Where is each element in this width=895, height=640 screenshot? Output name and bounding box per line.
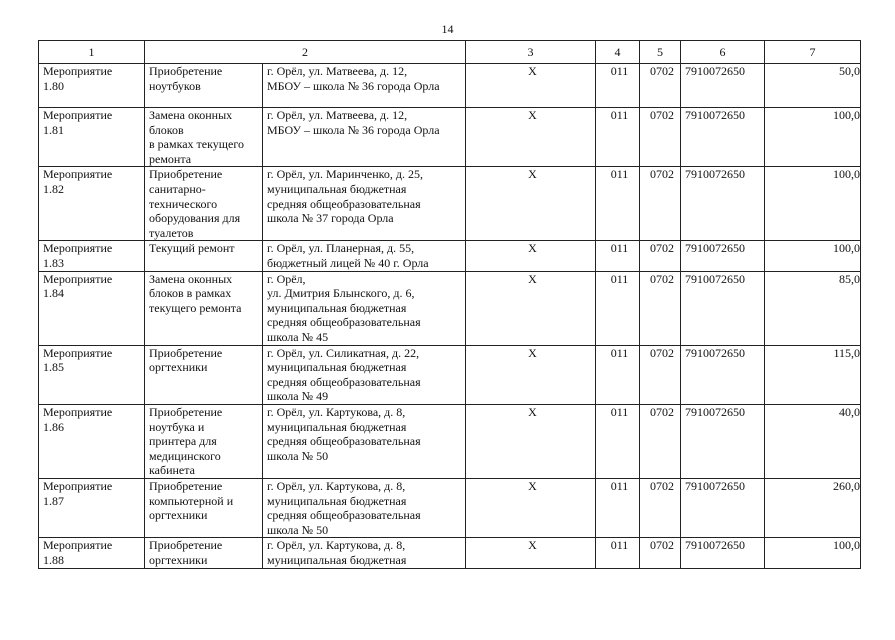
column-4-value: 011 xyxy=(596,271,640,345)
table-row xyxy=(39,241,861,271)
column-header-7: 7 xyxy=(765,41,861,64)
measure-name-line: медицинского xyxy=(149,448,221,463)
measure-name xyxy=(145,478,263,537)
table-row xyxy=(39,538,861,568)
measure-id-line: Мероприятие xyxy=(43,241,113,256)
measure-address-line: средняя общеобразовательная xyxy=(267,374,421,389)
measure-id-line: Мероприятие xyxy=(43,271,113,286)
measure-address-line: МБОУ – школа № 36 города Орла xyxy=(267,122,440,137)
measure-address-line: муниципальная бюджетная xyxy=(267,300,407,315)
measure-address-line: бюджетный лицей № 40 г. Орла xyxy=(267,255,429,270)
column-3-value: X xyxy=(466,538,596,568)
column-4-value: 011 xyxy=(596,345,640,404)
measure-id-line: Мероприятие xyxy=(43,167,113,182)
measure-address-line: средняя общеобразовательная xyxy=(267,315,421,330)
column-6-value: 7910072650 xyxy=(681,64,765,108)
measure-id-line: Мероприятие xyxy=(43,345,113,360)
measure-name-line: технического xyxy=(149,196,218,211)
column-4-value: 011 xyxy=(596,64,640,108)
column-6-value: 7910072650 xyxy=(681,404,765,478)
measure-address-line: г. Орёл, ул. Картукова, д. 8, xyxy=(267,404,406,419)
measure-name-line: Приобретение xyxy=(149,404,223,419)
measure-id xyxy=(39,167,145,241)
column-3-value: X xyxy=(466,404,596,478)
measure-name-line: Замена оконных xyxy=(149,108,233,122)
measure-address xyxy=(263,167,466,241)
measure-name-line: оргтехники xyxy=(149,360,208,375)
column-header-5: 5 xyxy=(640,41,681,64)
column-5-value: 0702 xyxy=(640,478,681,537)
measure-address-line: муниципальная бюджетная xyxy=(267,360,407,375)
measure-id-line: 1.88 xyxy=(43,552,64,567)
measure-id xyxy=(39,271,145,345)
measure-name-line: Приобретение xyxy=(149,478,223,493)
measure-id-line: 1.80 xyxy=(43,78,64,93)
measure-name-line: компьютерной и xyxy=(149,493,234,508)
column-6-value: 7910072650 xyxy=(681,241,765,271)
amount-value: 40,0 xyxy=(765,404,861,478)
measure-address-line: г. Орёл, ул. Картукова, д. 8, xyxy=(267,538,406,553)
measure-name-line: принтера для xyxy=(149,434,217,449)
column-5-value: 0702 xyxy=(640,271,681,345)
measure-name-line: оборудования для xyxy=(149,211,241,226)
measure-name xyxy=(145,538,263,568)
measure-name-line: Замена оконных xyxy=(149,271,233,286)
measure-address xyxy=(263,64,466,108)
measure-address xyxy=(263,538,466,568)
column-3-value: X xyxy=(466,345,596,404)
amount-value: 100,0 xyxy=(765,108,861,167)
table-row xyxy=(39,167,861,241)
table-row xyxy=(39,345,861,404)
column-4-value: 011 xyxy=(596,167,640,241)
measure-address-line: г. Орёл, xyxy=(267,271,306,286)
column-6-value: 7910072650 xyxy=(681,108,765,167)
measure-name-line: в рамках текущего xyxy=(149,137,244,152)
amount-value: 50,0 xyxy=(765,64,861,108)
column-5-value: 0702 xyxy=(640,345,681,404)
measure-name xyxy=(145,404,263,478)
measure-id xyxy=(39,538,145,568)
measure-address-line: школа № 45 xyxy=(267,329,329,344)
measure-name xyxy=(145,241,263,271)
measure-name-line: Приобретение xyxy=(149,167,223,182)
column-4-value: 011 xyxy=(596,404,640,478)
column-6-value: 7910072650 xyxy=(681,345,765,404)
column-4-value: 011 xyxy=(596,538,640,568)
measure-name-line: блоков xyxy=(149,122,184,137)
table-row xyxy=(39,478,861,537)
column-6-value: 7910072650 xyxy=(681,167,765,241)
amount-value: 260,0 xyxy=(765,478,861,537)
measure-name-line: Текущий ремонт xyxy=(149,241,235,256)
measure-address-line: средняя общеобразовательная xyxy=(267,434,421,449)
measure-name-line: санитарно- xyxy=(149,181,206,196)
measure-address-line: муниципальная бюджетная xyxy=(267,419,407,434)
measure-address-line: г. Орёл, ул. Силикатная, д. 22, xyxy=(267,345,420,360)
column-6-value: 7910072650 xyxy=(681,478,765,537)
measure-name xyxy=(145,64,263,108)
page-number: 14 xyxy=(441,22,454,36)
table-row xyxy=(39,404,861,478)
measure-name-line: ноутбука и xyxy=(149,419,205,434)
amount-value: 85,0 xyxy=(765,271,861,345)
measure-address xyxy=(263,345,466,404)
measure-id xyxy=(39,64,145,108)
measure-id xyxy=(39,108,145,167)
measure-name xyxy=(145,345,263,404)
table-row xyxy=(39,108,861,167)
table-row xyxy=(39,271,861,345)
column-4-value: 011 xyxy=(596,108,640,167)
measure-id-line: Мероприятие xyxy=(43,404,113,419)
column-3-value: X xyxy=(466,167,596,241)
measure-address xyxy=(263,478,466,537)
measure-id xyxy=(39,345,145,404)
amount-value: 100,0 xyxy=(765,241,861,271)
column-3-value: X xyxy=(466,271,596,345)
measure-address-line: г. Орёл, ул. Картукова, д. 8, xyxy=(267,478,406,493)
measure-id-line: 1.85 xyxy=(43,360,64,375)
measure-address-line: г. Орёл, ул. Матвеева, д. 12, xyxy=(267,108,408,122)
column-6-value: 7910072650 xyxy=(681,271,765,345)
measure-address-line: школа № 50 xyxy=(267,522,329,537)
measure-name-line: ремонта xyxy=(149,151,192,166)
column-header-6: 6 xyxy=(681,41,765,64)
measures-table xyxy=(38,40,861,569)
measure-address-line: г. Орёл, ул. Матвеева, д. 12, xyxy=(267,64,408,78)
measure-name xyxy=(145,108,263,167)
header-row xyxy=(39,41,861,64)
measure-id-line: Мероприятие xyxy=(43,64,113,78)
column-4-value: 011 xyxy=(596,241,640,271)
measure-name-line: Приобретение xyxy=(149,538,223,553)
measure-name-line: кабинета xyxy=(149,463,195,478)
amount-value: 100,0 xyxy=(765,538,861,568)
measure-address-line: ул. Дмитрия Блынского, д. 6, xyxy=(267,286,415,301)
measure-name-line: Приобретение xyxy=(149,345,223,360)
measure-id xyxy=(39,241,145,271)
measure-id-line: Мероприятие xyxy=(43,538,113,553)
measure-address-line: школа № 49 xyxy=(267,389,329,404)
column-3-value: X xyxy=(466,478,596,537)
measure-id xyxy=(39,478,145,537)
measure-address-line: средняя общеобразовательная xyxy=(267,508,421,523)
measure-name-line: блоков в рамках xyxy=(149,286,232,301)
measure-address-line: МБОУ – школа № 36 города Орла xyxy=(267,78,440,93)
measure-name xyxy=(145,167,263,241)
measure-id-line: 1.82 xyxy=(43,181,64,196)
measure-address-line: муниципальная бюджетная xyxy=(267,552,407,567)
column-5-value: 0702 xyxy=(640,538,681,568)
measure-address-line: г. Орёл, ул. Планерная, д. 55, xyxy=(267,241,415,256)
column-header-1: 1 xyxy=(39,41,145,64)
column-6-value: 7910072650 xyxy=(681,538,765,568)
column-3-value: X xyxy=(466,241,596,271)
column-4-value: 011 xyxy=(596,478,640,537)
measure-id-line: 1.84 xyxy=(43,286,64,301)
amount-value: 100,0 xyxy=(765,167,861,241)
column-header-4: 4 xyxy=(596,41,640,64)
measure-id-line: 1.83 xyxy=(43,255,64,270)
measure-address-line: г. Орёл, ул. Маринченко, д. 25, xyxy=(267,167,423,182)
measure-name-line: туалетов xyxy=(149,225,194,240)
measure-id-line: 1.81 xyxy=(43,122,64,137)
measure-address-line: школа № 37 города Орла xyxy=(267,211,394,226)
measure-id-line: Мероприятие xyxy=(43,108,113,122)
column-5-value: 0702 xyxy=(640,241,681,271)
measure-name-line: оргтехники xyxy=(149,508,208,523)
measure-address xyxy=(263,241,466,271)
column-5-value: 0702 xyxy=(640,404,681,478)
column-3-value: X xyxy=(466,108,596,167)
measure-address-line: муниципальная бюджетная xyxy=(267,493,407,508)
measure-name-line: оргтехники xyxy=(149,552,208,567)
measure-address xyxy=(263,108,466,167)
column-header-2: 2 xyxy=(145,41,466,64)
measure-id-line: 1.86 xyxy=(43,419,64,434)
measure-name-line: текущего ремонта xyxy=(149,300,242,315)
measure-address-line: муниципальная бюджетная xyxy=(267,181,407,196)
column-5-value: 0702 xyxy=(640,64,681,108)
measure-id-line: 1.87 xyxy=(43,493,64,508)
table-body xyxy=(39,64,861,569)
measure-address xyxy=(263,404,466,478)
measure-id-line: Мероприятие xyxy=(43,478,113,493)
measure-name-line: Приобретение xyxy=(149,64,223,78)
amount-value: 115,0 xyxy=(765,345,861,404)
column-5-value: 0702 xyxy=(640,167,681,241)
measure-name-line: ноутбуков xyxy=(149,78,201,93)
column-5-value: 0702 xyxy=(640,108,681,167)
measure-id xyxy=(39,404,145,478)
table-row xyxy=(39,64,861,108)
measure-name xyxy=(145,271,263,345)
measure-address-line: средняя общеобразовательная xyxy=(267,196,421,211)
measure-address xyxy=(263,271,466,345)
column-3-value: X xyxy=(466,64,596,108)
column-header-3: 3 xyxy=(466,41,596,64)
measure-address-line: школа № 50 xyxy=(267,448,329,463)
